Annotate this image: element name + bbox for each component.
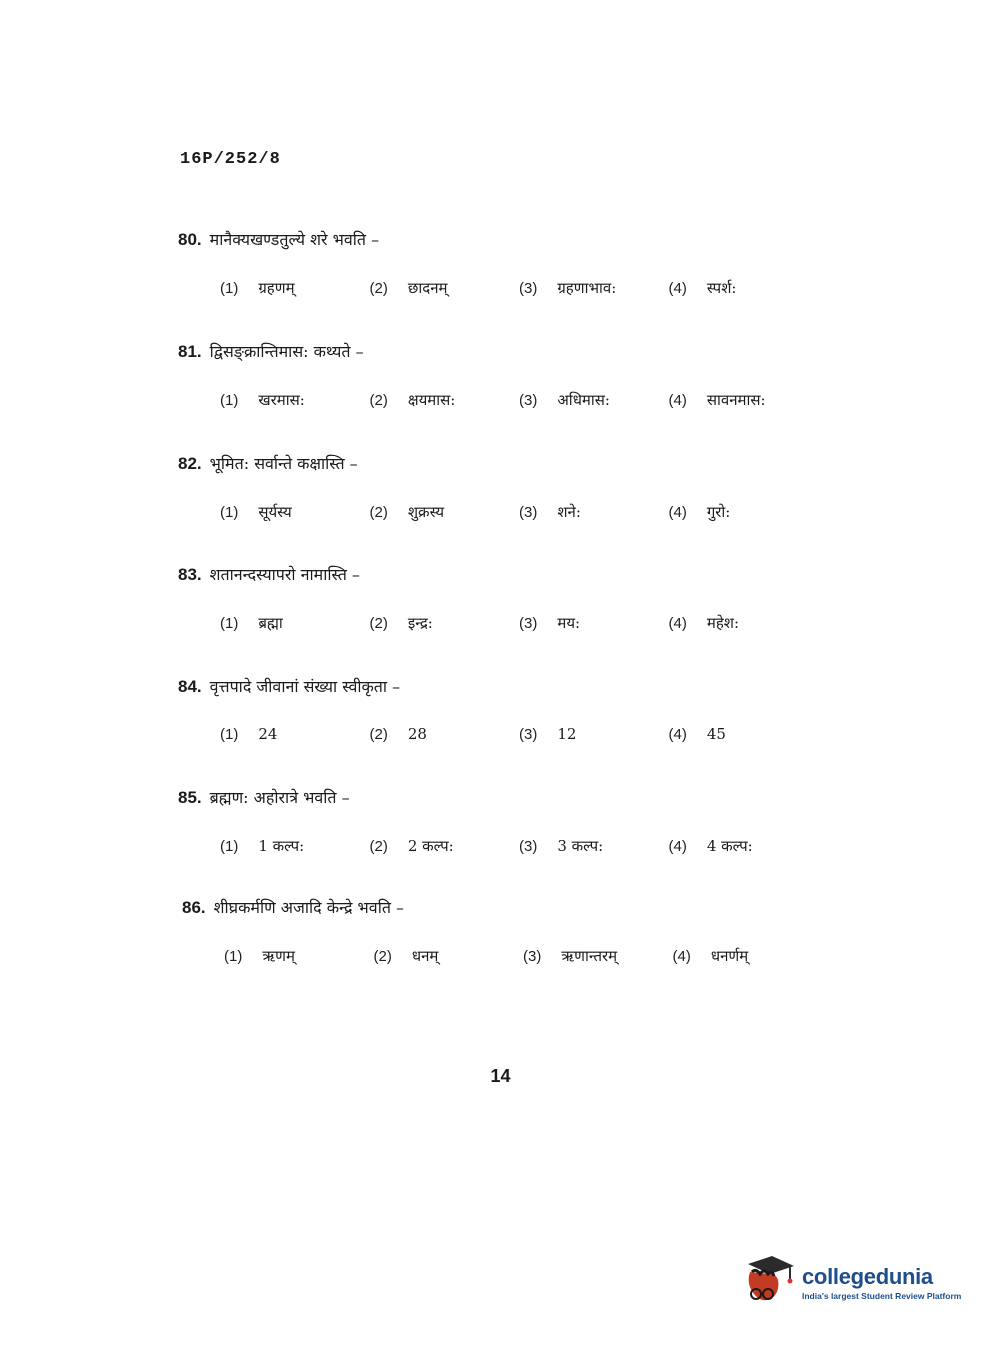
option-1 xyxy=(224,946,374,966)
option-text: छादनम् xyxy=(407,279,448,297)
option-number: (4) xyxy=(668,838,687,855)
option-number: (2) xyxy=(369,392,388,409)
option-number: (4) xyxy=(668,392,687,409)
option-2 xyxy=(370,390,520,410)
option-number: (1) xyxy=(220,838,239,855)
options-list xyxy=(220,502,818,522)
option-1 xyxy=(220,502,370,522)
option-text: ऋणम् xyxy=(262,947,295,965)
question-text: शतानन्दस्यापरो नामास्ति – xyxy=(209,565,360,584)
option-number: (2) xyxy=(369,615,388,632)
question-81 xyxy=(178,340,818,410)
option-text: 1 कल्प: xyxy=(258,837,305,855)
option-number: (1) xyxy=(220,392,239,409)
option-3 xyxy=(519,836,669,856)
question-number: 80. xyxy=(178,230,202,249)
option-number: (2) xyxy=(369,838,388,855)
option-text: धनर्णम् xyxy=(710,947,749,965)
option-text: 3 कल्प: xyxy=(557,837,604,855)
option-text: खरमास: xyxy=(258,391,305,409)
question-text: वृत्तपादे जीवानां संख्या स्वीकृता – xyxy=(209,677,401,696)
option-1 xyxy=(220,390,370,410)
option-2 xyxy=(370,502,520,522)
question-84 xyxy=(178,675,818,743)
option-text: ब्रह्मा xyxy=(258,614,283,632)
question-number: 82. xyxy=(178,454,202,473)
option-2 xyxy=(370,725,520,743)
option-number: (2) xyxy=(373,948,392,965)
option-4 xyxy=(669,725,819,743)
option-text: स्पर्श: xyxy=(706,279,737,297)
logo-tagline: India's largest Student Review Platform xyxy=(802,1290,962,1301)
mascot-icon xyxy=(742,1254,796,1310)
option-number: (4) xyxy=(668,504,687,521)
option-number: (3) xyxy=(519,838,538,855)
option-text: गुरो: xyxy=(706,503,731,521)
option-text: धनम् xyxy=(411,947,439,965)
paper-code: 16P/252/8 xyxy=(180,150,281,169)
question-86 xyxy=(182,896,822,966)
question-text: शीघ्रकर्मणि अजादि केन्द्रे भवति – xyxy=(213,898,405,917)
option-number: (3) xyxy=(519,504,538,521)
option-text: ऋणान्तरम् xyxy=(561,947,618,965)
option-text: शने: xyxy=(557,503,581,521)
option-text: 28 xyxy=(407,725,427,743)
option-3 xyxy=(519,502,669,522)
option-text: इन्द्र: xyxy=(407,614,433,632)
option-text: 12 xyxy=(557,725,577,743)
option-number: (3) xyxy=(519,392,538,409)
option-text: महेश: xyxy=(706,614,740,632)
option-number: (3) xyxy=(519,726,538,743)
option-1 xyxy=(220,836,370,856)
option-1 xyxy=(220,725,370,743)
option-3 xyxy=(519,725,669,743)
option-number: (1) xyxy=(224,948,243,965)
option-3 xyxy=(523,946,673,966)
option-4 xyxy=(669,278,819,298)
question-82 xyxy=(178,452,818,522)
option-number: (3) xyxy=(523,948,542,965)
collegedunia-logo[interactable] xyxy=(742,1252,972,1312)
page-number: 14 xyxy=(490,1066,511,1086)
option-number: (4) xyxy=(672,948,691,965)
question-text: ब्रह्मण: अहोरात्रे भवति – xyxy=(209,788,350,807)
option-1 xyxy=(220,613,370,633)
question-number: 84. xyxy=(178,677,202,696)
option-number: (1) xyxy=(220,504,239,521)
question-text: भूमित: सर्वान्ते कक्षास्ति – xyxy=(209,454,358,473)
option-text: ग्रहणाभाव: xyxy=(557,279,617,297)
option-text: शुक्रस्य xyxy=(407,503,445,521)
option-2 xyxy=(374,946,524,966)
option-number: (4) xyxy=(668,615,687,632)
question-83 xyxy=(178,563,818,633)
options-list xyxy=(220,390,818,410)
option-number: (4) xyxy=(668,726,687,743)
option-2 xyxy=(370,613,520,633)
option-number: (3) xyxy=(519,615,538,632)
option-text: अधिमास: xyxy=(557,391,610,409)
option-3 xyxy=(519,278,669,298)
option-4 xyxy=(669,390,819,410)
question-number: 86. xyxy=(182,898,206,917)
question-text: द्विसङ्क्रान्तिमास: कथ्यते – xyxy=(209,342,364,361)
option-text: सूर्यस्य xyxy=(258,503,292,521)
logo-name: collegedunia xyxy=(802,1263,933,1289)
option-1 xyxy=(220,278,370,298)
option-4 xyxy=(669,613,819,633)
option-number: (1) xyxy=(220,726,239,743)
question-number: 81. xyxy=(178,342,202,361)
option-2 xyxy=(370,278,520,298)
option-number: (3) xyxy=(519,280,538,297)
option-3 xyxy=(519,613,669,633)
option-number: (2) xyxy=(369,504,388,521)
question-number: 83. xyxy=(178,565,202,584)
question-text: मानैक्यखण्डतुल्ये शरे भवति – xyxy=(209,230,380,249)
options-list xyxy=(220,836,818,856)
option-number: (1) xyxy=(220,280,239,297)
options-list xyxy=(220,613,818,633)
option-text: 45 xyxy=(706,725,726,743)
option-text: 4 कल्प: xyxy=(706,837,753,855)
option-number: (2) xyxy=(369,726,388,743)
option-2 xyxy=(370,836,520,856)
option-number: (2) xyxy=(369,280,388,297)
options-list xyxy=(220,725,818,743)
option-4 xyxy=(673,946,823,966)
option-3 xyxy=(519,390,669,410)
option-4 xyxy=(669,502,819,522)
option-number: (4) xyxy=(668,280,687,297)
option-text: 24 xyxy=(258,725,278,743)
option-text: मय: xyxy=(557,614,581,632)
option-text: 2 कल्प: xyxy=(407,837,454,855)
option-text: सावनमास: xyxy=(706,391,766,409)
question-85 xyxy=(178,786,818,856)
question-number: 85. xyxy=(178,788,202,807)
option-text: क्षयमास: xyxy=(407,391,456,409)
question-80 xyxy=(178,228,818,298)
options-list xyxy=(220,278,818,298)
options-list xyxy=(224,946,822,966)
option-text: ग्रहणम् xyxy=(258,279,295,297)
option-number: (1) xyxy=(220,615,239,632)
option-4 xyxy=(669,836,819,856)
